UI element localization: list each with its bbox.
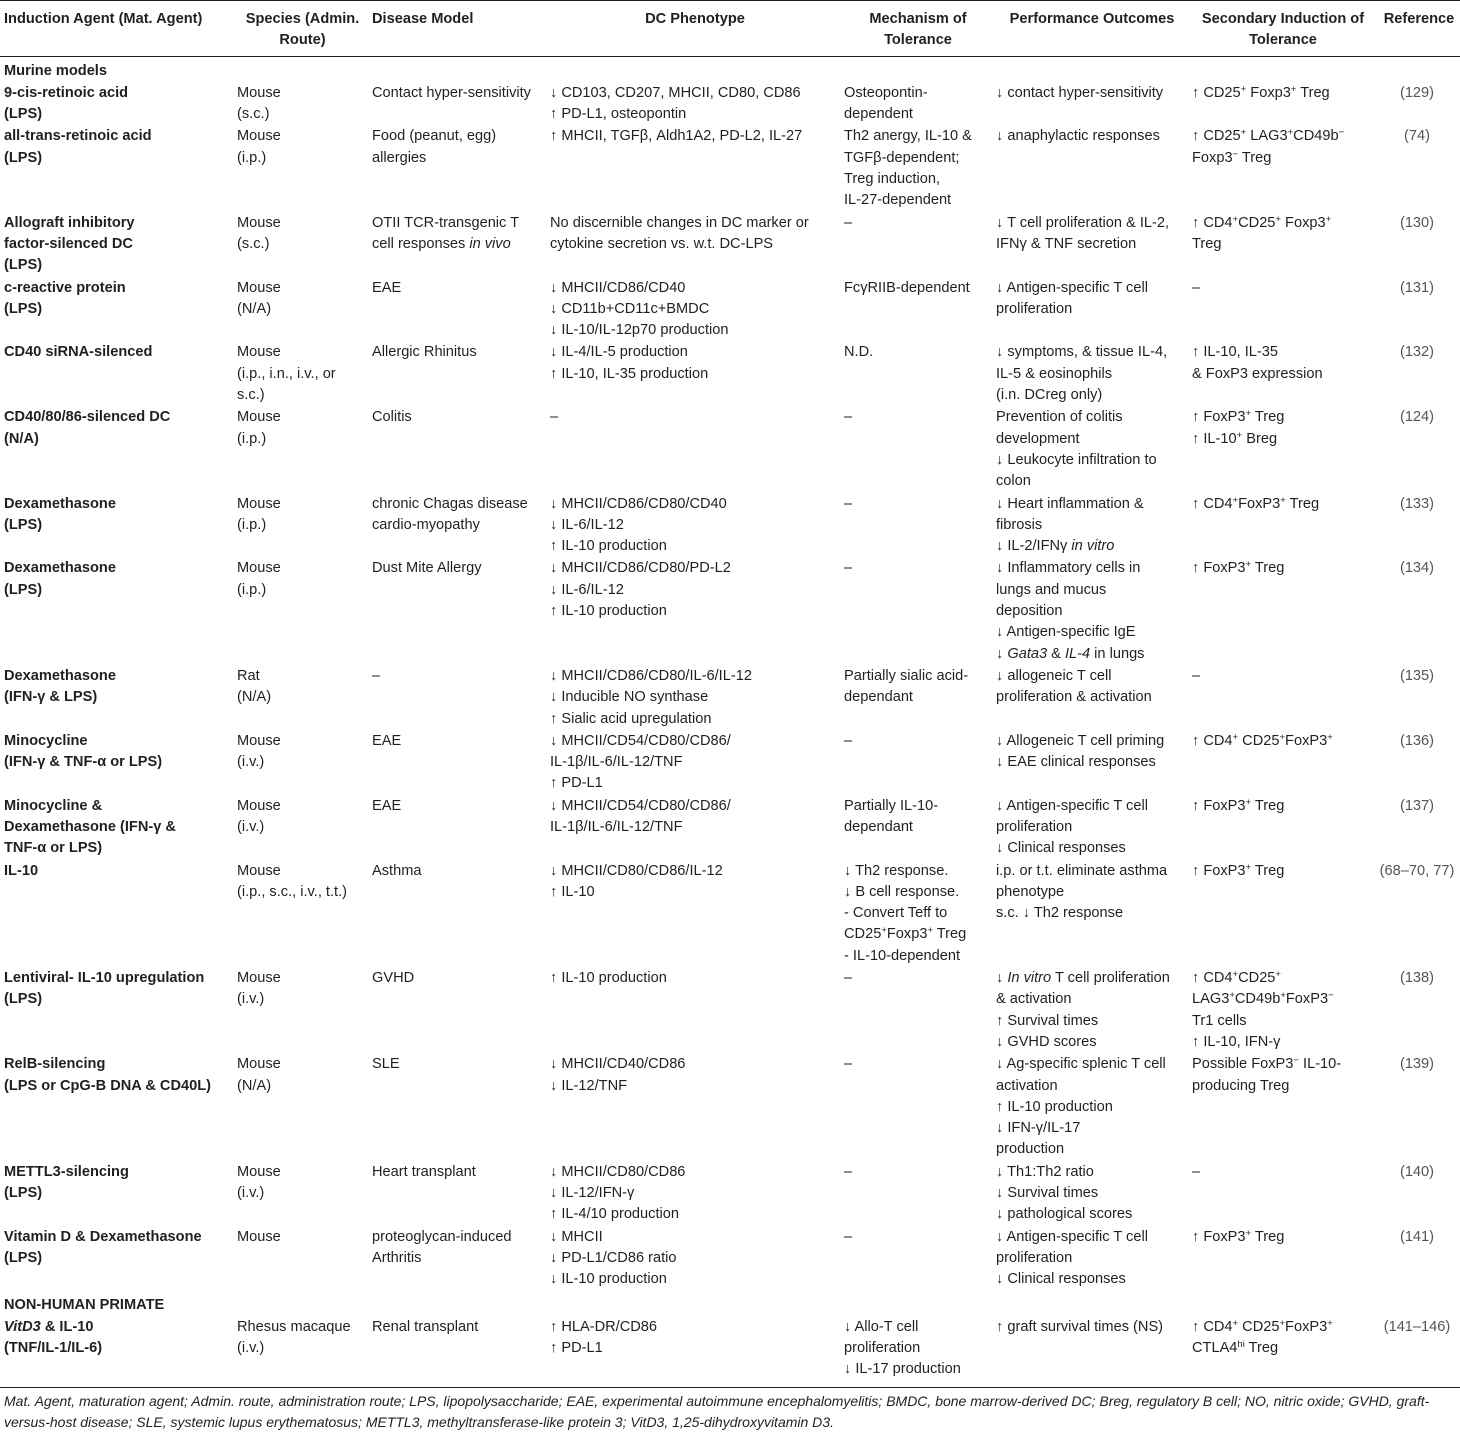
disease-cell: Asthma [372,862,422,879]
table-row [0,557,1460,664]
mechanism-cell: Osteopontin- dependent [844,84,928,123]
mechanism-cell: – [844,732,853,749]
reference-cell: (138) [1399,970,1435,987]
table-row [0,860,1460,967]
species-cell: Rhesus macaque (i.v.) [233,1316,368,1387]
phenotype-cell: ↓ MHCII/CD40/CD86 ↓ IL-12/TNF [550,1056,686,1094]
phenotype-cell: – [550,409,559,426]
mechanism-cell: – [844,1056,853,1073]
col-header-species: Species (Admin. Route) [233,1,368,57]
species-cell: Mouse [237,1228,281,1245]
phenotype-cell: ↓ MHCII/CD80/CD86 ↓ IL-12/IFN-γ ↑ IL-4/10 production [550,1163,686,1223]
species-cell: Mouse (i.v.) [237,797,281,835]
phenotype-cell: ↓ MHCII/CD86/CD80/CD40 ↓ IL-6/IL-12 ↑ IL-10 production [550,495,727,555]
agent-cell: Dexamethasone (LPS) [4,560,116,598]
species-cell: Mouse (s.c.) [237,214,281,252]
secondary-cell: – [1192,667,1201,684]
secondary-cell: Possible FoxP3− IL-10- producing Treg [1192,1055,1342,1094]
agent-cell: CD40 siRNA-silenced [4,344,153,361]
reference-cell: (139) [1399,1056,1435,1073]
agent-cell: CD40/80/86-silenced DC (N/A) [4,409,171,447]
phenotype-cell: ↓ MHCII/CD86/CD40 ↓ CD11b+CD11c+BMDC ↓ IL-10/IL-12p70 production [550,279,729,339]
secondary-cell: ↑ IL-10, IL-35 & FoxP3 expression [1192,344,1323,382]
section-header-row [0,1291,1460,1316]
agent-cell: METTL3-silencing (LPS) [4,1163,129,1202]
table-body [0,56,1460,1387]
table-footnote: Mat. Agent, maturation agent; Admin. route, administration route; LPS, lipopolysaccharide; EAE, experimental autoimmune encephalomyelitis; BMDC, bone marrow-derived DC; Breg, regulatory B cell; NO, nitric oxide; GVHD, graft-versus-host disease; SLE, systemic lupus erythematosus; METTL3, methyltransferase-like protein 3; VitD3, 1,25-dihydroxyvitamin D3. [4,1392,1430,1430]
agent-cell: RelB-silencing (LPS or CpG-B DNA & CD40L) [4,1056,212,1094]
phenotype-cell: ↓ IL-4/IL-5 production ↑ IL-10, IL-35 production [550,344,709,382]
table-row [0,730,1460,795]
table-row [0,1316,1460,1387]
species-cell: Rat (N/A) [237,667,272,706]
outcomes-cell: ↓ contact hyper-sensitivity [996,84,1164,101]
mechanism-cell: – [844,214,853,231]
section-title: Murine models [4,62,107,79]
reference-cell: (135) [1399,667,1435,684]
table-row [0,665,1460,730]
species-cell: Mouse (i.v.) [237,1163,281,1202]
reference-cell: (124) [1399,409,1435,426]
outcomes-cell: ↓ allogeneic T cell proliferation & activation [996,667,1152,706]
outcomes-cell: ↓ Antigen-specific T cell proliferation ↓ Clinical responses [996,1228,1148,1288]
disease-cell: SLE [372,1056,400,1073]
secondary-cell: – [1192,279,1201,296]
table-row [0,795,1460,860]
agent-cell: Allograft inhibitory factor-silenced DC (LPS) [4,214,135,274]
disease-cell: Renal transplant [368,1316,546,1387]
species-cell: Mouse (i.p.) [237,495,281,533]
reference-cell: (74) [1404,128,1430,145]
mechanism-cell: ↓ Th2 response. ↓ B cell response. - Convert Teff to CD25+Foxp3+ Treg - IL-10-dependent [844,862,967,964]
secondary-cell: ↑ FoxP3+ Treg [1192,1227,1285,1245]
agent-cell: c-reactive protein (LPS) [4,279,126,317]
disease-cell: Dust Mite Allergy [372,560,482,577]
species-cell: Mouse (N/A) [237,1056,281,1094]
agent-cell: Lentiviral- IL-10 upregulation (LPS) [4,970,205,1008]
table-row [0,341,1460,406]
table-row [0,212,1460,277]
agent-cell: VitD3 & IL-10 (TNF/IL-1/IL-6) [0,1316,233,1387]
phenotype-cell: ↑ HLA-DR/CD86 ↑ PD-L1 [546,1316,840,1387]
col-header-mechanism: Mechanism of Tolerance [840,1,992,57]
secondary-cell: – [1192,1163,1201,1180]
outcomes-cell: ↓ anaphylactic responses [996,128,1160,145]
col-header-outcomes: Performance Outcomes [992,1,1188,57]
mechanism-cell: – [844,1163,853,1180]
outcomes-cell: i.p. or t.t. eliminate asthma phenotype s.c. ↓ Th2 response [996,862,1168,922]
outcomes-cell: ↓ Inflammatory cells in lungs and mucus deposition ↓ Antigen-specific IgE ↓ Gata3 & IL-4 in lungs [996,560,1145,662]
section-title: NON-HUMAN PRIMATE [4,1296,165,1313]
disease-cell: chronic Chagas disease cardio-myopathy [372,495,528,533]
species-cell: Mouse (s.c.) [237,84,281,123]
outcomes-cell: Prevention of colitis development ↓ Leukocyte infiltration to colon [996,409,1157,490]
phenotype-cell: ↓ MHCII/CD86/CD80/PD-L2 ↓ IL-6/IL-12 ↑ IL-10 production [550,560,731,620]
agent-cell: Vitamin D & Dexamethasone (LPS) [4,1228,202,1266]
agent-cell: Dexamethasone (LPS) [4,495,116,533]
agent-cell: 9-cis-retinoic acid (LPS) [4,84,129,123]
table-row [0,277,1460,342]
table-row [0,493,1460,558]
species-cell: Mouse (i.p., i.n., i.v., or s.c.) [237,344,336,404]
disease-cell: proteoglycan-induced Arthritis [372,1228,512,1266]
outcomes-cell: ↓ T cell proliferation & IL-2, IFNγ & TNF secretion [996,214,1170,252]
phenotype-cell: No discernible changes in DC marker or cytokine secretion vs. w.t. DC-LPS [550,214,809,252]
reference-cell: (141) [1399,1228,1435,1245]
secondary-cell: ↑ CD25+ LAG3+CD49b− Foxp3− Treg [1192,127,1345,166]
mechanism-cell: – [844,1228,853,1245]
reference-cell: (131) [1399,279,1435,296]
disease-cell: Food (peanut, egg) allergies [372,128,497,166]
reference-cell: (134) [1399,560,1435,577]
mechanism-cell: – [844,409,853,426]
col-header-agent: Induction Agent (Mat. Agent) [0,1,233,57]
phenotype-cell: ↓ MHCII/CD86/CD80/IL-6/IL-12 ↓ Inducible NO synthase ↑ Sialic acid upregulation [550,667,752,727]
phenotype-cell: ↓ CD103, CD207, MHCII, CD80, CD86 ↑ PD-L1, osteopontin [550,84,801,123]
table-row [0,1226,1460,1291]
species-cell: Mouse (i.p.) [237,560,281,598]
disease-cell: Colitis [372,409,412,426]
agent-cell: all-trans-retinoic acid (LPS) [4,128,152,166]
mechanism-cell: Partially IL-10- dependant [844,797,939,835]
disease-cell: Allergic Rhinitus [372,344,477,361]
disease-cell: EAE [372,732,402,749]
agent-cell: Minocycline (IFN-γ & TNF-α or LPS) [4,732,163,771]
species-cell: Mouse (i.p.) [237,128,281,166]
agent-cell: IL-10 [4,862,39,879]
reference-cell: (141–146) [1374,1316,1460,1387]
species-cell: Mouse (i.p., s.c., i.v., t.t.) [237,862,348,900]
mechanism-cell: N.D. [844,344,874,361]
reference-cell: (132) [1399,344,1435,361]
col-header-phenotype: DC Phenotype [546,1,840,57]
phenotype-cell: ↓ MHCII/CD54/CD80/CD86/ IL-1β/IL-6/IL-12/TNF [550,797,731,835]
disease-cell: OTII TCR-transgenic T cell responses in vivo [372,214,520,252]
table-row [0,82,1460,126]
reference-cell: (133) [1399,495,1435,512]
outcomes-cell: ↓ Th1:Th2 ratio ↓ Survival times ↓ pathological scores [996,1163,1133,1223]
outcomes-cell: ↓ In vitro T cell proliferation & activation ↑ Survival times ↓ GVHD scores [996,970,1170,1050]
reference-cell: (129) [1399,84,1435,101]
reference-cell: (68–70, 77) [1379,862,1455,879]
reference-cell: (130) [1399,214,1435,231]
agent-cell: Dexamethasone (IFN-γ & LPS) [4,667,116,706]
section-header-row [0,56,1460,82]
mechanism-cell: – [844,970,853,987]
secondary-cell: ↑ FoxP3+ Treg [1192,796,1285,814]
table-row [0,406,1460,492]
phenotype-cell: ↓ MHCII/CD80/CD86/IL-12 ↑ IL-10 [550,862,723,900]
table-row [0,1161,1460,1226]
outcomes-cell: ↓ Antigen-specific T cell proliferation ↓ Clinical responses [996,797,1148,857]
outcomes-cell: ↓ Heart inflammation & fibrosis ↓ IL-2/IFNγ in vitro [996,495,1144,555]
mechanism-cell: Th2 anergy, IL-10 & TGFβ-dependent; Treg induction, IL-27-dependent [844,128,972,209]
agent-cell: Minocycline & Dexamethasone (IFN-γ & TNF-α or LPS) [4,797,176,857]
disease-cell: – [372,667,381,684]
reference-cell: (136) [1399,732,1435,749]
secondary-cell: ↑ CD4+ CD25+FoxP3+ [1192,731,1333,749]
mechanism-cell: ↓ Allo-T cell proliferation ↓ IL-17 production [840,1316,992,1387]
col-header-secondary: Secondary Induction of Tolerance [1188,1,1374,57]
phenotype-cell: ↑ IL-10 production [550,970,667,987]
mechanism-cell: – [844,495,853,512]
species-cell: Mouse (i.p.) [237,409,281,447]
outcomes-cell: ↑ graft survival times (NS) [992,1316,1188,1387]
disease-cell: Contact hyper-sensitivity [372,84,531,101]
secondary-cell: ↑ CD4+ CD25+FoxP3+ $CTLA4^{hi}$ Treg [1188,1316,1374,1387]
table-row [0,967,1460,1053]
phenotype-cell: ↑ MHCII, TGFβ, Aldh1A2, PD-L2, IL-27 [550,128,803,145]
col-header-reference: Reference [1374,1,1460,57]
secondary-cell: ↑ FoxP3+ Treg [1192,559,1285,577]
col-header-disease: Disease Model [368,1,546,57]
outcomes-cell: ↓ Antigen-specific T cell proliferation [996,279,1148,317]
species-cell: Mouse (i.v.) [237,970,281,1008]
secondary-cell: ↑ CD4+CD25+ Foxp3+ Treg [1192,213,1332,252]
outcomes-cell: ↓ symptoms, & tissue IL-4, IL-5 & eosinophils (i.n. DCreg only) [996,344,1168,404]
secondary-cell: ↑ CD25+ Foxp3+ Treg [1192,83,1330,101]
outcomes-cell: ↓ Ag-specific splenic T cell activation ↑ IL-10 production ↓ IFN-γ/IL-17 production [996,1056,1166,1158]
outcomes-cell: ↓ Allogeneic T cell priming ↓ EAE clinical responses [996,732,1165,771]
disease-cell: GVHD [372,970,415,987]
species-cell: Mouse (i.v.) [237,732,281,771]
mechanism-cell: – [844,560,853,577]
mechanism-cell: Partially sialic acid- dependant [844,667,969,706]
header-row [0,1,1460,57]
secondary-cell: ↑ FoxP3+ Treg ↑ IL-10+ Breg [1192,408,1285,447]
disease-cell: EAE [372,279,402,296]
secondary-cell: ↑ FoxP3+ Treg [1192,861,1285,879]
disease-cell: Heart transplant [372,1163,476,1180]
phenotype-cell: ↓ MHCII ↓ PD-L1/CD86 ratio ↓ IL-10 production [550,1228,677,1288]
disease-cell: EAE [372,797,402,814]
reference-cell: (140) [1399,1163,1435,1180]
table-row [0,125,1460,211]
secondary-cell: ↑ CD4+FoxP3+ Treg [1192,494,1320,512]
reference-cell: (137) [1399,797,1435,814]
species-cell: Mouse (N/A) [237,279,281,317]
secondary-cell: ↑ CD4+CD25+ LAG3+CD49b+FoxP3− Tr1 cells ↑ IL-10, IFN-γ [1192,969,1334,1050]
phenotype-cell: ↓ MHCII/CD54/CD80/CD86/ IL-1β/IL-6/IL-12/TNF ↑ PD-L1 [550,732,731,792]
mechanism-cell: FcγRIIB-dependent [844,279,970,296]
table-row [0,1053,1460,1160]
